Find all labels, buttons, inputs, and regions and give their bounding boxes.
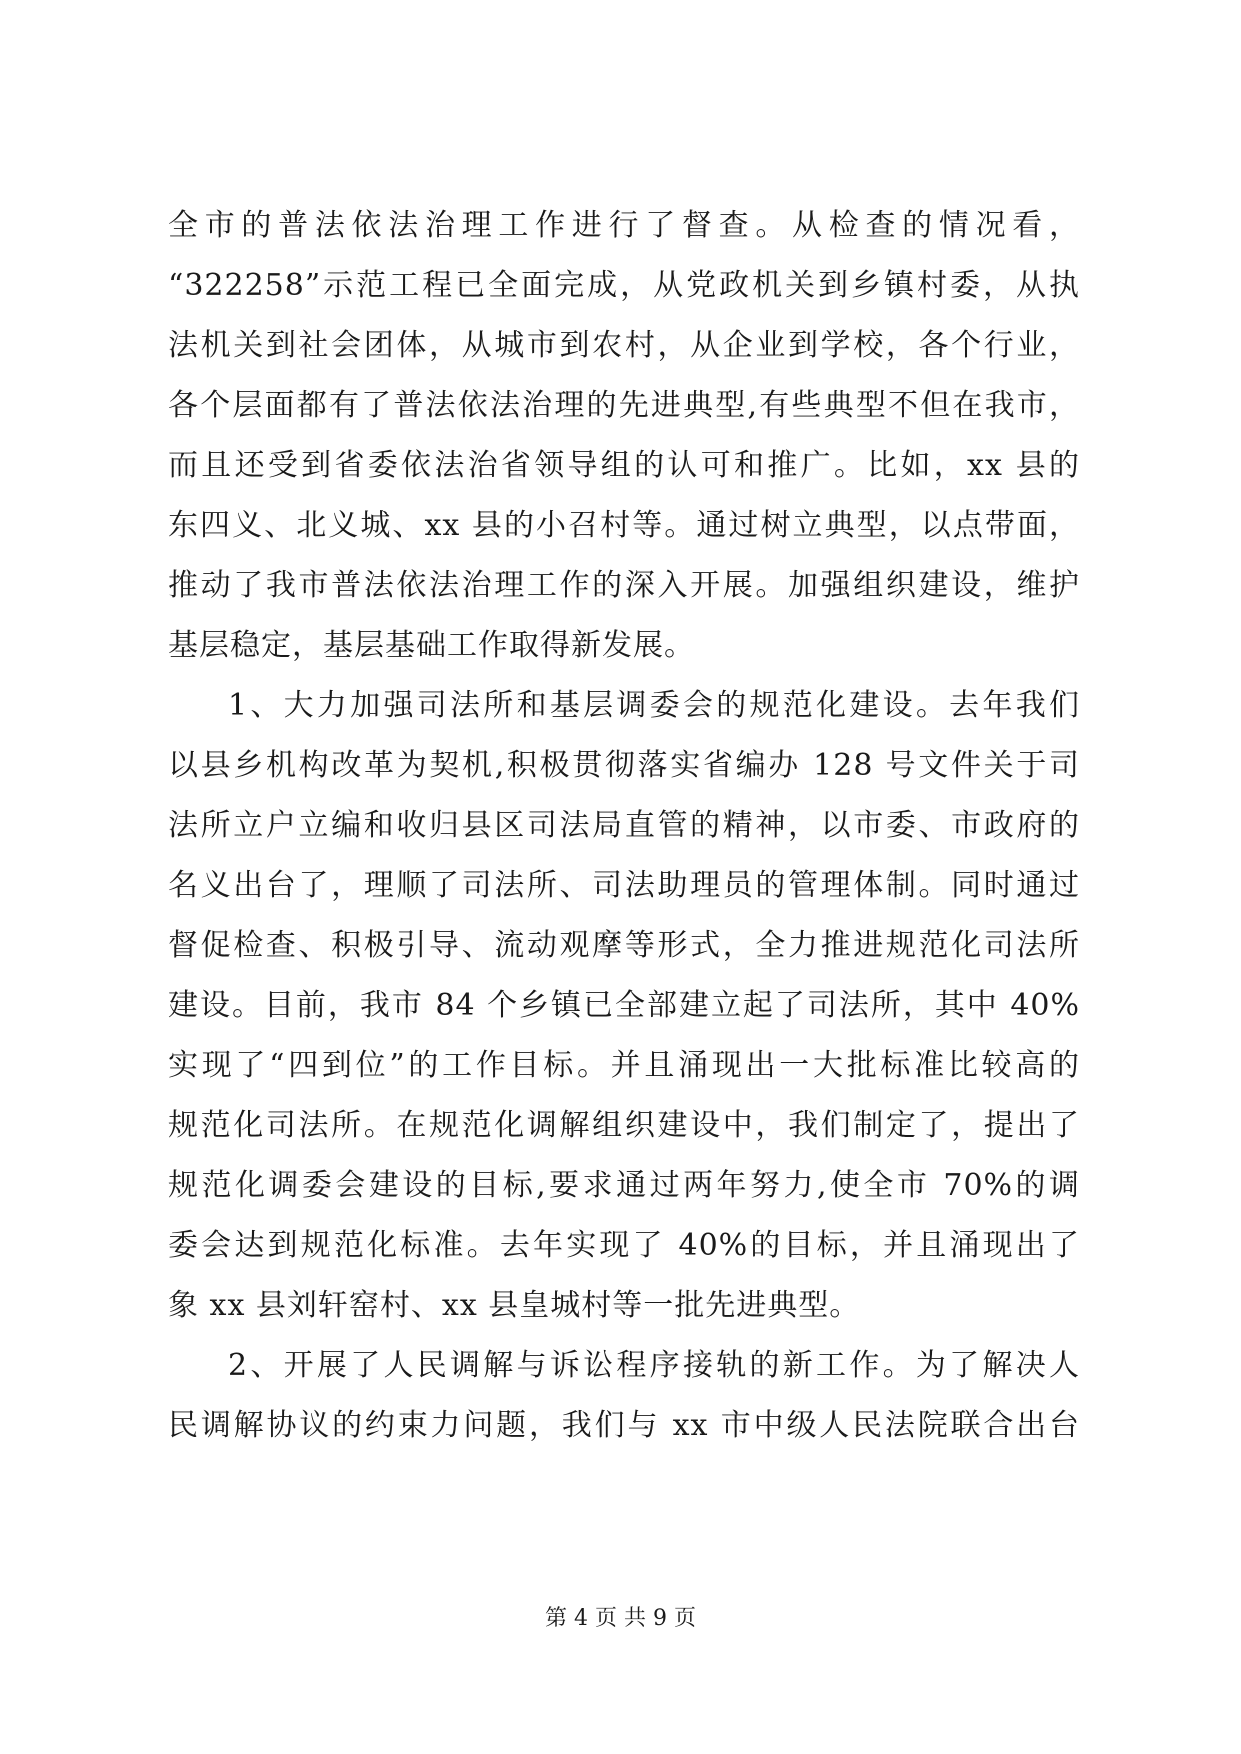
text-line: 民调解协议的约束力问题，我们与 xx 市中级人民法院联合出台 (168, 1408, 1080, 1443)
text-line: 名义出台了，理顺了司法所、司法助理员的管理体制。同时通过 (168, 868, 1080, 903)
text-line: 法机关到社会团体，从城市到农村，从企业到学校，各个行业， (168, 328, 1080, 363)
text-line: 法所立户立编和收归县区司法局直管的精神，以市委、市政府的 (168, 808, 1080, 843)
text-line: 象 xx 县刘轩窑村、xx 县皇城村等一批先进典型。 (168, 1288, 861, 1323)
text-line: 实现了“四到位”的工作目标。并且涌现出一大批标准比较高的 (168, 1048, 1080, 1083)
text-line: 东四义、北义城、xx 县的小召村等。通过树立典型，以点带面， (168, 508, 1080, 543)
text-line: 建设。目前，我市 84 个乡镇已全部建立起了司法所，其中 40% (168, 988, 1080, 1023)
text-line: 而且还受到省委依法治省领导组的认可和推广。比如，xx 县的 (168, 448, 1080, 483)
text-line: 2、开展了人民调解与诉讼程序接轨的新工作。为了解决人 (228, 1348, 1080, 1383)
text-line: “322258”示范工程已全面完成，从党政机关到乡镇村委，从执 (168, 268, 1080, 303)
text-line: 以县乡机构改革为契机,积极贯彻落实省编办 128 号文件关于司 (168, 748, 1080, 783)
text-line: 推动了我市普法依法治理工作的深入开展。加强组织建设，维护 (168, 568, 1080, 603)
text-line: 基层稳定，基层基础工作取得新发展。 (168, 628, 695, 663)
text-line: 规范化司法所。在规范化调解组织建设中，我们制定了，提出了 (168, 1108, 1080, 1143)
document-body (168, 196, 1080, 1456)
text-line: 全市的普法依法治理工作进行了督查。从检查的情况看， (168, 208, 1080, 243)
page-footer: 第 4 页 共 9 页 (545, 1606, 696, 1631)
text-line: 各个层面都有了普法依法治理的先进典型,有些典型不但在我市， (168, 388, 1080, 423)
text-line: 委会达到规范化标准。去年实现了 40%的目标，并且涌现出了 (168, 1228, 1080, 1263)
text-line: 1、大力加强司法所和基层调委会的规范化建设。去年我们 (228, 688, 1080, 723)
text-line: 规范化调委会建设的目标,要求通过两年努力,使全市 70%的调 (168, 1168, 1080, 1203)
text-line: 督促检查、积极引导、流动观摩等形式，全力推进规范化司法所 (168, 928, 1080, 963)
